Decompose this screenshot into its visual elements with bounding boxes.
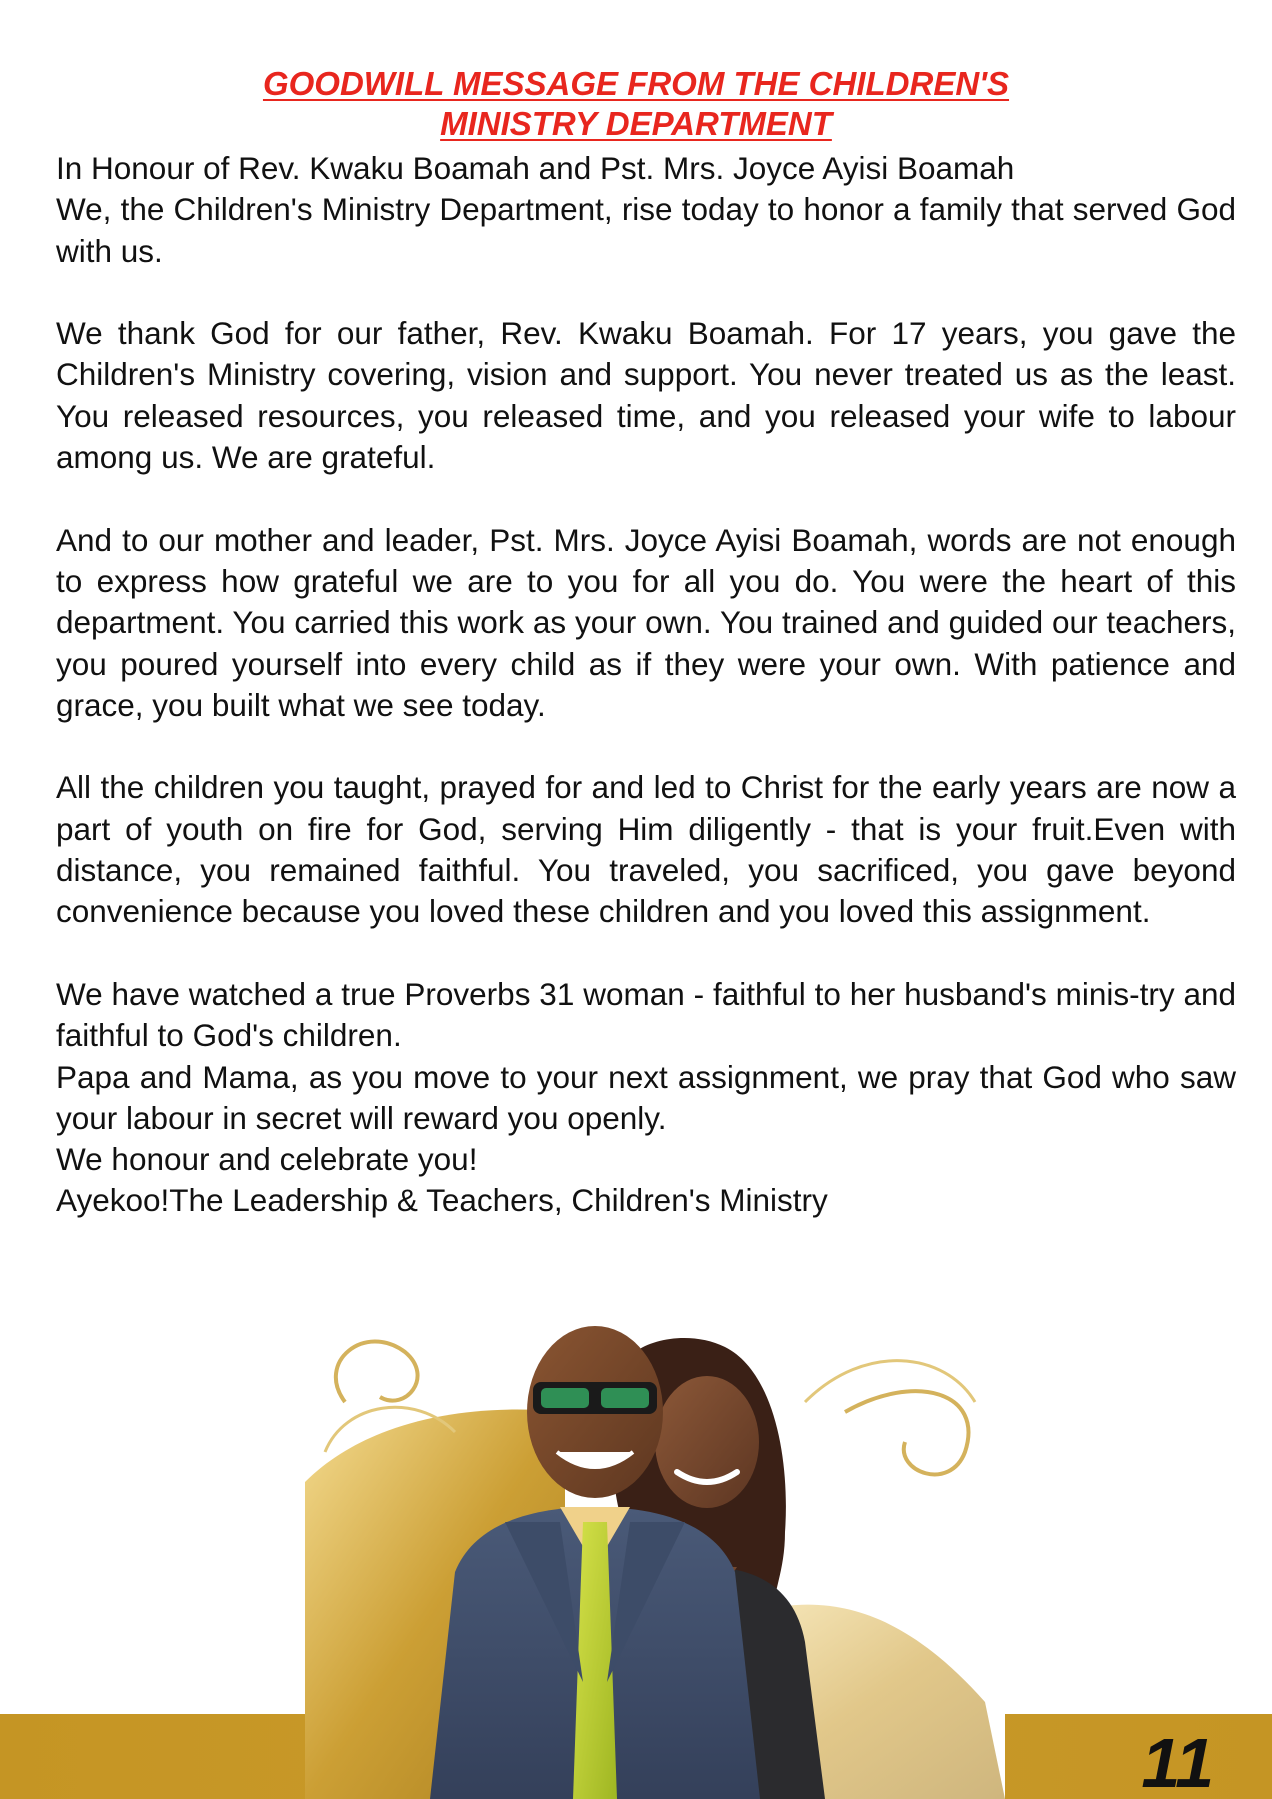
paragraph-prayer: Papa and Mama, as you move to your next assignment, we pray that God who saw your labour in secret will reward you openly. <box>56 1058 1236 1136</box>
page-number: 11 <box>1141 1724 1214 1799</box>
title-line-1: GOODWILL MESSAGE FROM THE CHILDREN'S <box>262 65 1010 102</box>
page-title <box>0 64 1272 144</box>
paragraph-father: We thank God for our father, Rev. Kwaku Boamah. For 17 years, you gave the Children's Ministry covering, vision and support. You never treated us as the least. You released resources, you released time, and you released your wife to labour among us. We are grateful. <box>56 315 1236 476</box>
paragraph-proverbs: We have watched a true Proverbs 31 woman - faithful to her husband's minis-try and faithful to God's children. <box>56 975 1236 1054</box>
title-line-2: MINISTRY DEPARTMENT <box>440 105 832 142</box>
paragraph-children: All the children you taught, prayed for and led to Christ for the early years are now a part of youth on fire for God, serving Him diligently - that is your fruit.Even with distance, you remained faithful. You traveled, you sacrificed, you gave beyond convenience because you loved these children and you loved this assignment. <box>56 769 1236 930</box>
signature-line: Ayekoo!The Leadership & Teachers, Children's Ministry <box>56 1182 828 1219</box>
honour-line: In Honour of Rev. Kwaku Boamah and Pst. Mrs. Joyce Ayisi Boamah <box>56 150 1015 186</box>
paragraph-celebrate: We honour and celebrate you! <box>56 1141 478 1178</box>
couple-photo <box>305 1282 1005 1799</box>
paragraph-mother: And to our mother and leader, Pst. Mrs. Joyce Ayisi Boamah, words are not enough to express how grateful we are to you for all you do. You were the heart of this department. You carried this work as your own. You trained and guided our teachers, you poured yourself into every child as if they were your own. With patience and grace, you built what we see today. <box>56 521 1236 723</box>
message-body <box>56 148 1236 1222</box>
paragraph-intro: We, the Children's Ministry Department, rise today to honor a family that served God with us. <box>56 191 1236 269</box>
